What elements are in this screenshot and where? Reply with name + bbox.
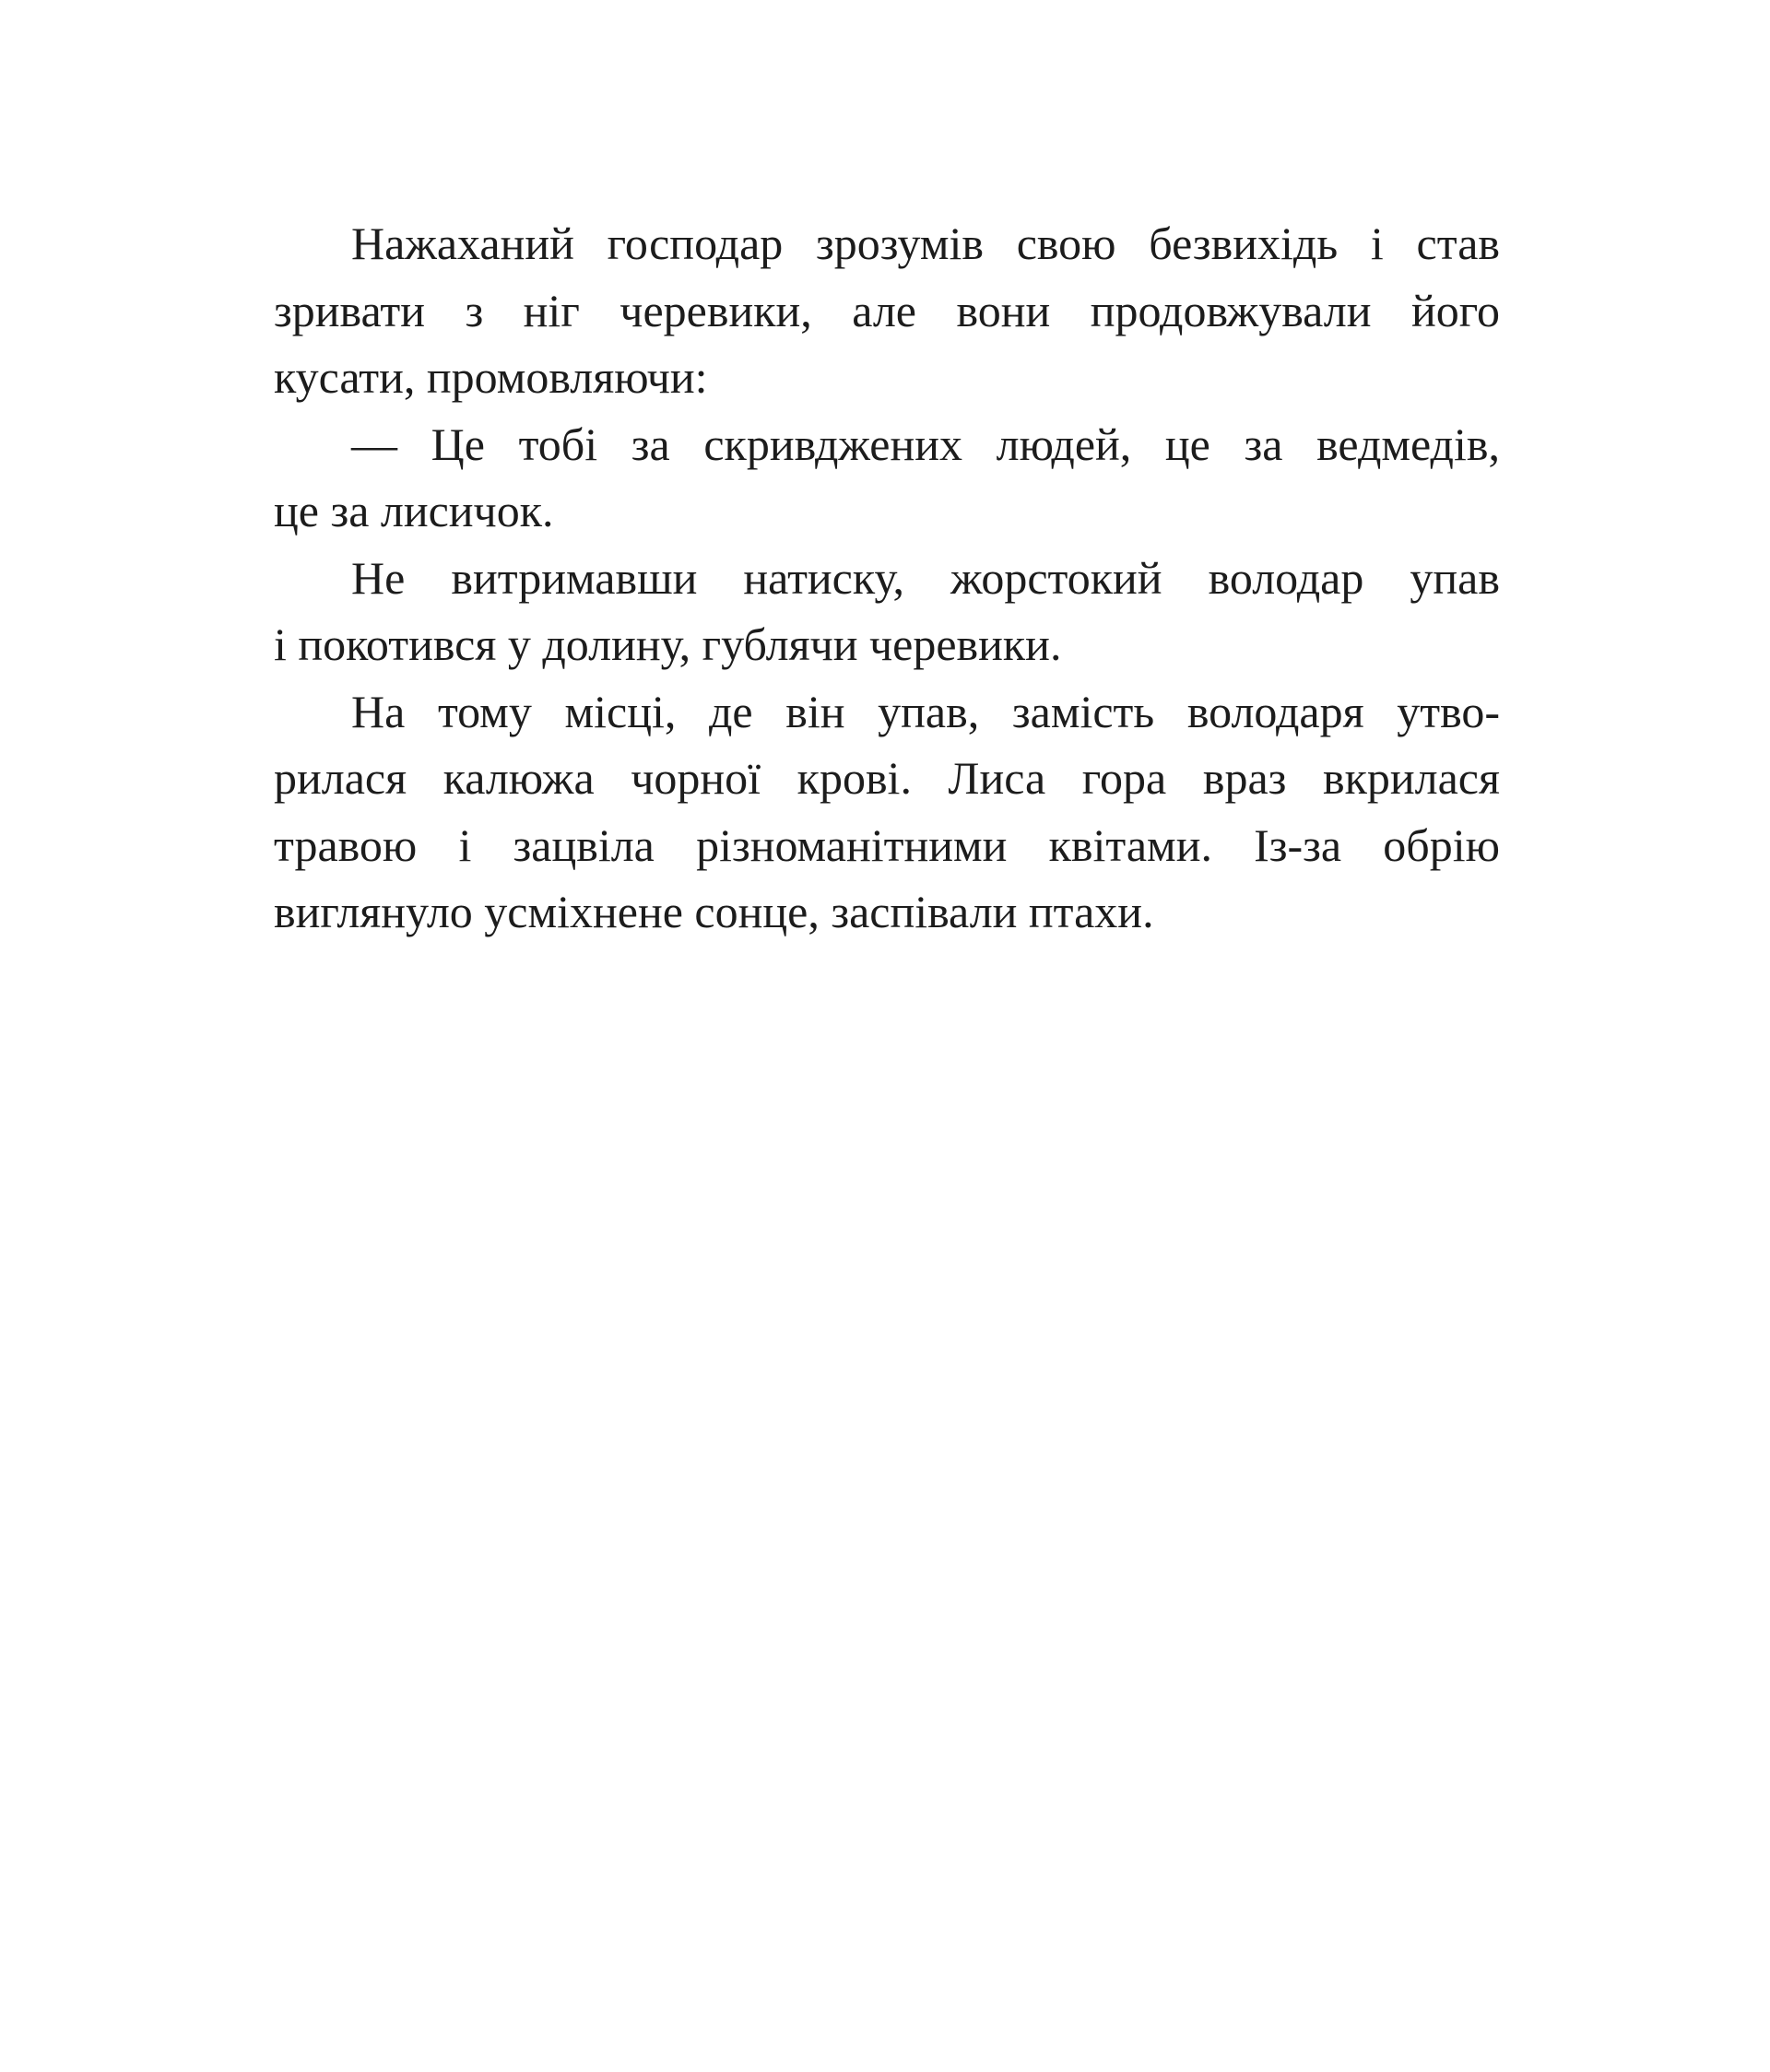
text-line: і покотився у долину, гублячи черевики.	[274, 618, 1062, 670]
text-line: На тому місці, де він упав, замість володаря утво-	[351, 685, 1500, 737]
text-line: рилася калюжа чорної крові. Лиса гора враз вкрилася	[274, 752, 1500, 804]
text-line: виглянуло усміхнене сонце, заспівали птахи.	[274, 886, 1154, 937]
paragraph-1	[274, 210, 1500, 411]
text-line: травою і зацвіла різноманітними квітами. Із-за обрію	[274, 818, 1500, 871]
text-line: — Це тобі за скривджених людей, це за ведмедів,	[351, 418, 1500, 470]
paragraph-3	[274, 545, 1500, 678]
paragraph-4	[274, 678, 1500, 946]
page-text	[274, 210, 1500, 946]
text-line: зривати з ніг черевики, але вони продовжували його	[274, 284, 1500, 336]
text-line: Не витримавши натиску, жорстокий володар упав	[351, 551, 1500, 604]
text-line: Нажаханий господар зрозумів свою безвихідь і став	[351, 218, 1500, 269]
text-line: це за лисичок.	[274, 485, 554, 536]
text-line: кусати, промовляючи:	[274, 351, 708, 403]
paragraph-2	[274, 411, 1500, 545]
